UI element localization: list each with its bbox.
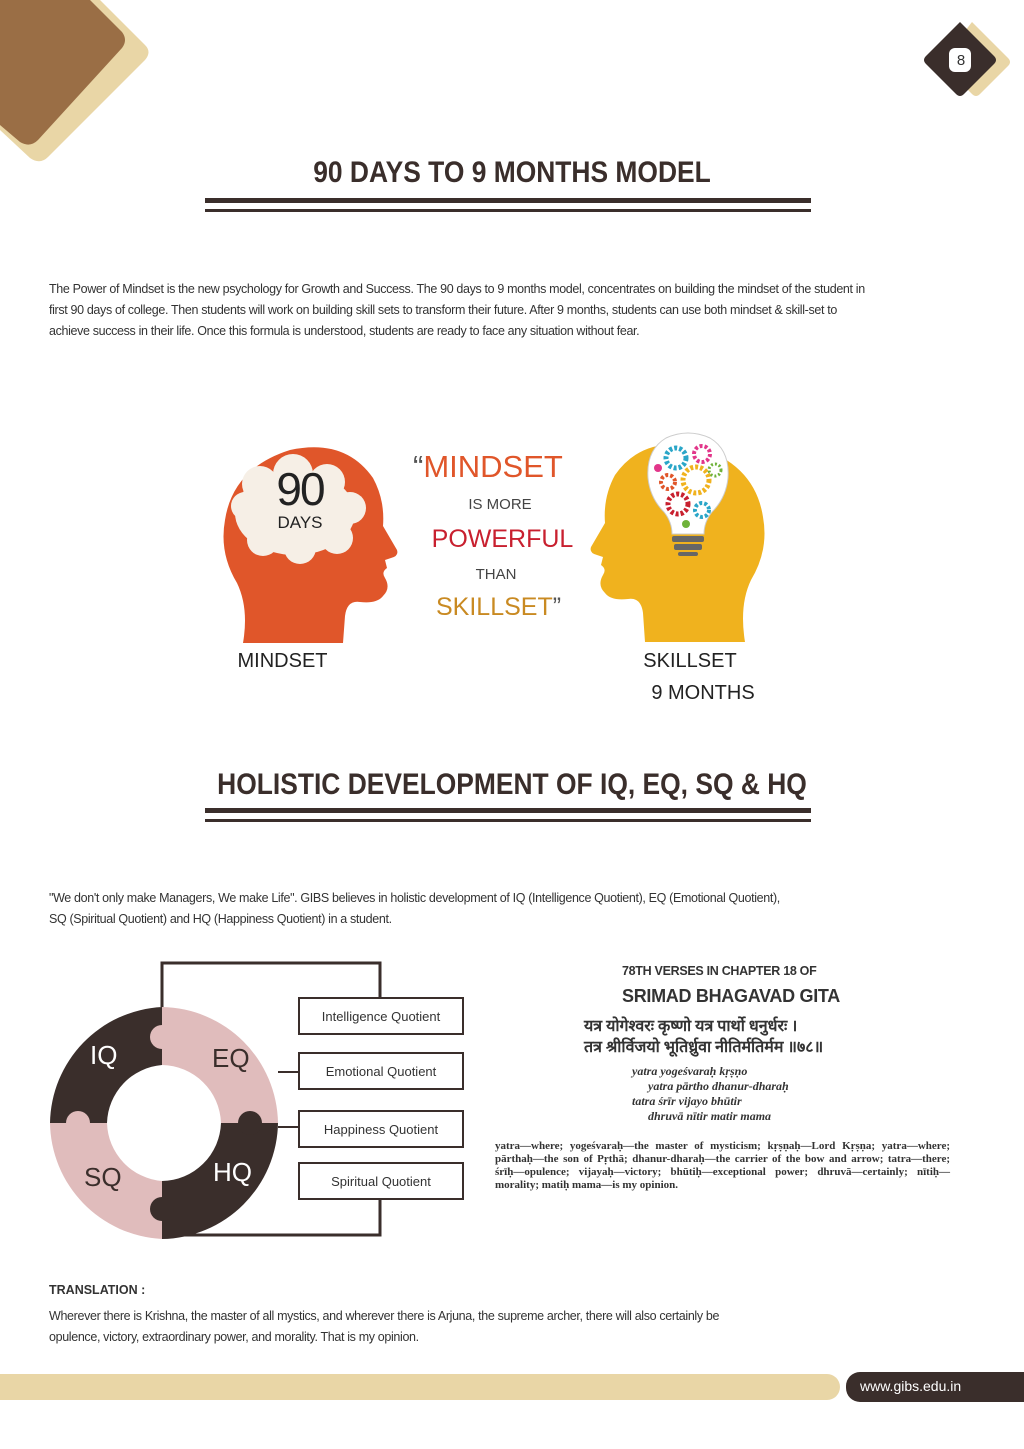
intro-line: The Power of Mindset is the new psychology for Growth and Success. The 90 days to 9 months model, concentrates on building the mindset of the student in — [49, 282, 865, 296]
quote-mindset: MINDSET — [423, 449, 563, 484]
intro-line: achieve success in their life. Once this formula is understood, students are ready to face any situation without fear. — [49, 324, 640, 338]
spiritual-quotient-box: Spiritual Quotient — [298, 1162, 464, 1200]
quote-than: THAN — [475, 566, 517, 583]
brain-number: 90 — [276, 463, 324, 515]
quote-close-mark: ” — [552, 593, 562, 621]
quote-line-5 — [436, 593, 596, 622]
emotional-quotient-box: Emotional Quotient — [298, 1052, 464, 1090]
translit-line: yatra pārtho dhanur-dharaḥ — [648, 1079, 789, 1093]
translation-label: TRANSLATION : — [49, 1283, 146, 1297]
brain-unit: DAYS — [277, 513, 323, 532]
title-rule-thin — [205, 209, 811, 212]
holistic-line: SQ (Spiritual Quotient) and HQ (Happiness Quotient) in a student. — [49, 912, 392, 926]
holistic-line: "We don't only make Managers, We make Life". GIBS believes in holistic development of IQ (Intelligence Quotient), EQ (Emotional Quotient), — [49, 891, 780, 905]
translit-line: yatra yogeśvaraḥ kṛṣṇo — [632, 1064, 748, 1078]
quote-powerful: POWERFUL — [431, 525, 574, 553]
page-number: 8 — [956, 52, 966, 69]
quote-skillset: SKILLSET — [436, 593, 553, 621]
months-caption: 9 MONTHS — [651, 682, 755, 704]
corner-decoration — [0, 0, 150, 165]
hq-label: HQ — [213, 1157, 252, 1187]
title-rule-thick — [205, 808, 811, 813]
sq-label: SQ — [84, 1162, 122, 1192]
footer-url[interactable]: www.gibs.edu.in — [860, 1378, 962, 1394]
gita-word-meanings: yatra—where; yogeśvaraḥ—the master of mysticism; kṛṣṇaḥ—Lord Kṛṣṇa; yatra—where; pārthaḥ—the son of Pṛthā; dhanur-dharaḥ—the carrier of the bow and arrow; tatra—there; śrīḥ—opulence; vijayaḥ—victory; bhūtiḥ—exceptional power; dhruvā—certainly; nītiḥ—morality; matiḥ mama—is my opinion. — [495, 1140, 950, 1191]
skillset-caption: SKILLSET — [643, 650, 737, 672]
intro-paragraph — [49, 279, 984, 342]
eq-label: EQ — [212, 1043, 250, 1073]
quote-open-mark: “ — [413, 449, 424, 484]
quote-is-more: IS MORE — [468, 496, 532, 513]
footer-bar — [0, 1374, 840, 1400]
translation-line: Wherever there is Krishna, the master of all mystics, and wherever there is Arjuna, the supreme archer, there will also certainly be — [49, 1309, 720, 1323]
happiness-quotient-box: Happiness Quotient — [298, 1110, 464, 1148]
title-rule-thin — [205, 819, 811, 822]
gita-heading-2: SRIMAD BHAGAVAD GITA — [622, 986, 840, 1006]
title-rule-thick — [205, 198, 811, 203]
section-title-model: 90 DAYS TO 9 MONTHS MODEL — [313, 156, 711, 189]
mindset-caption: MINDSET — [237, 650, 328, 672]
gita-heading-1: 78TH VERSES IN CHAPTER 18 OF — [622, 964, 817, 978]
iq-label: IQ — [90, 1040, 118, 1070]
intelligence-quotient-box: Intelligence Quotient — [298, 997, 464, 1035]
holistic-paragraph — [49, 888, 949, 930]
gita-devanagari-1: यत्र योगेश्वरः कृष्णो यत्र पार्थो धनुर्धरः । — [584, 1018, 798, 1035]
translit-line: tatra śrīr vijayo bhūtir — [632, 1094, 742, 1108]
section-title-holistic: HOLISTIC DEVELOPMENT OF IQ, EQ, SQ & HQ — [217, 768, 807, 801]
gita-devanagari-2: तत्र श्रीर्विजयो भूतिर्ध्रुवा नीतिर्मतिर्मम ॥७८॥ — [584, 1039, 824, 1056]
translation-line: opulence, victory, extraordinary power, and morality. That is my opinion. — [49, 1330, 419, 1344]
quote-line-1 — [413, 449, 578, 485]
translation-text — [49, 1306, 979, 1348]
translit-line: dhruvā nītir matir mama — [648, 1109, 772, 1123]
skillset-head-illustration — [588, 430, 773, 650]
intro-line: first 90 days of college. Then students will work on building skill sets to transform their future. After 9 months, students can use both mindset & skill-set to — [49, 303, 837, 317]
